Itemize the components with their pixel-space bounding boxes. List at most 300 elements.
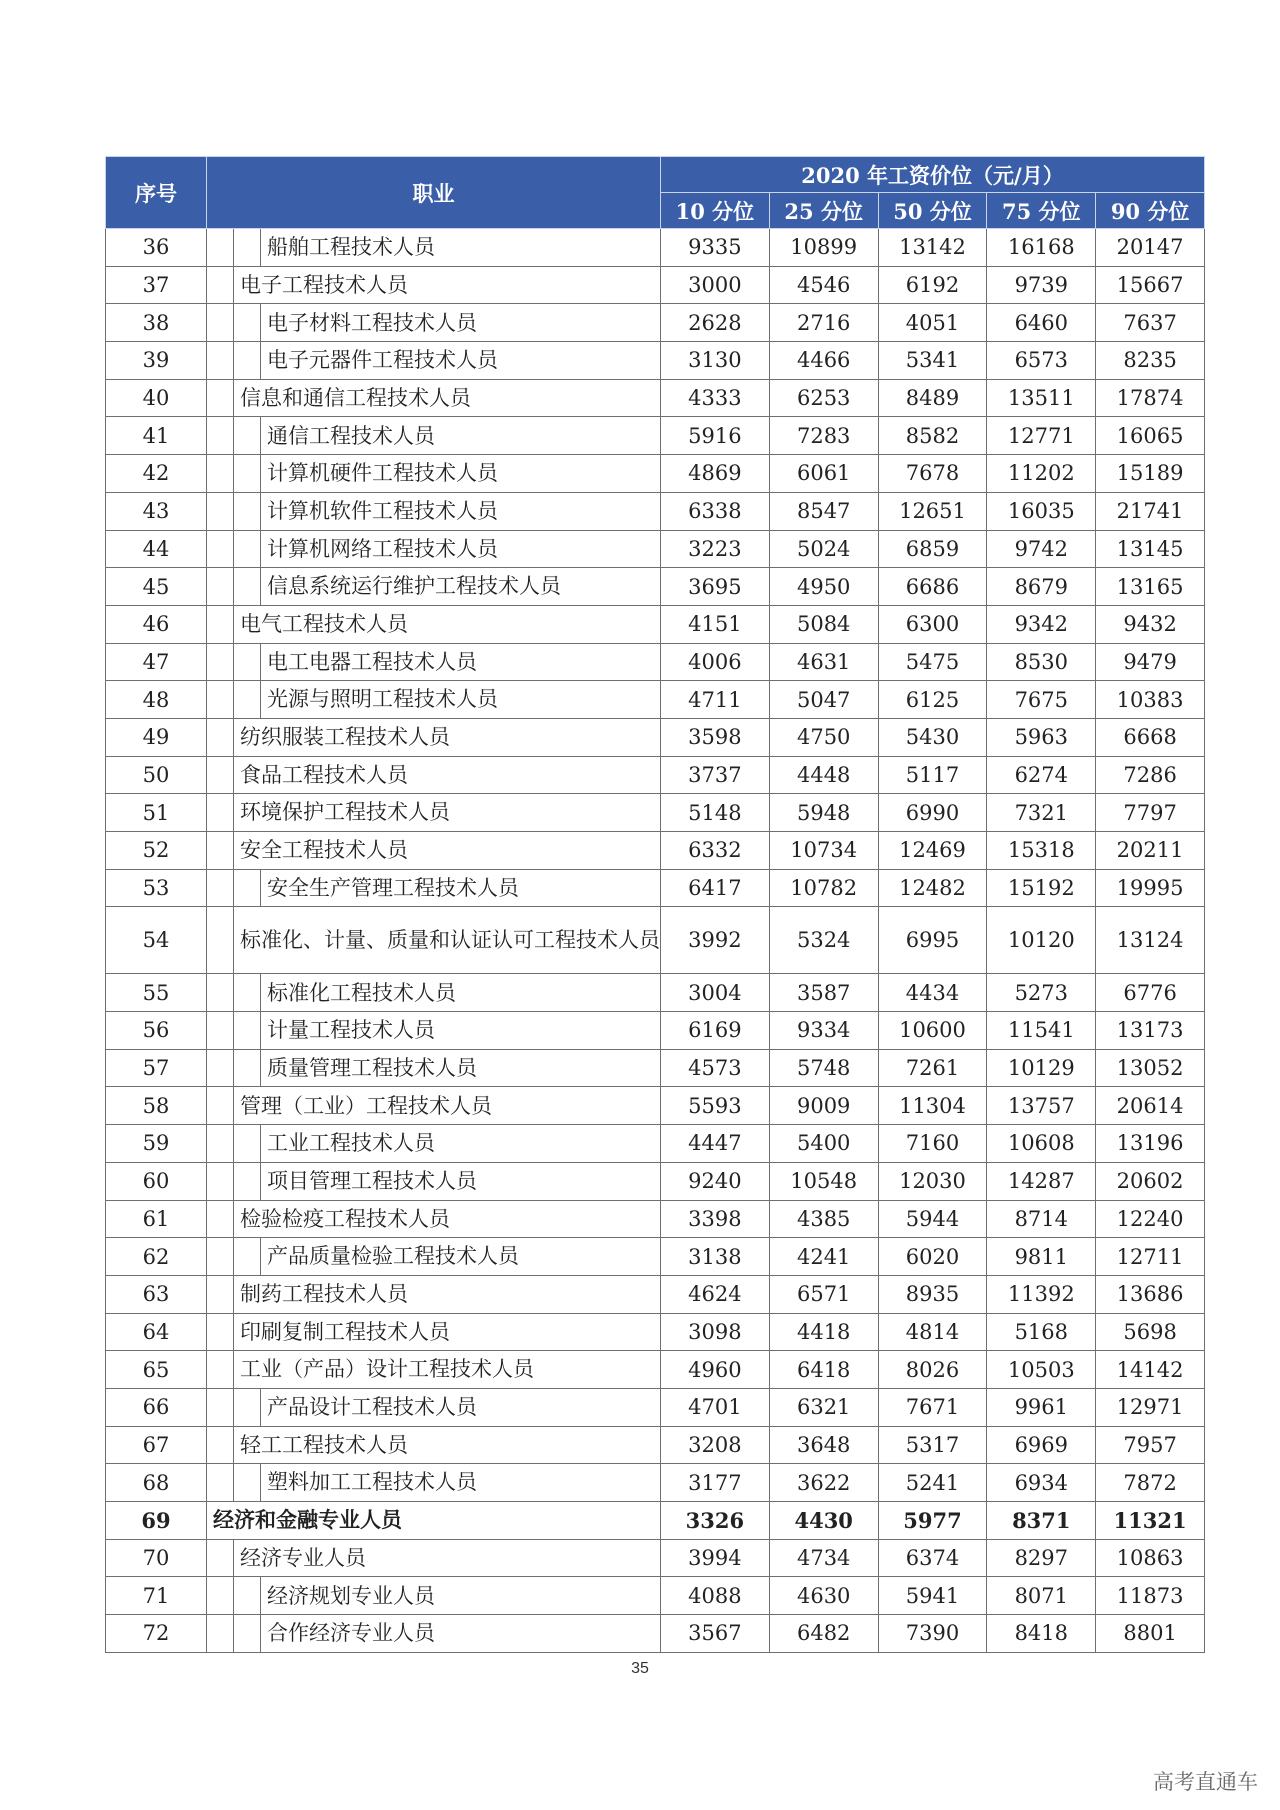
row-occupation: 纺织服装工程技术人员 xyxy=(234,718,661,756)
table-row xyxy=(106,342,1205,380)
row-occupation: 检验检疫工程技术人员 xyxy=(234,1200,661,1238)
row-value-p75: 10120 xyxy=(987,907,1096,974)
row-value-p90: 7797 xyxy=(1096,794,1205,832)
indent-cell xyxy=(207,756,234,794)
row-value-p10: 6417 xyxy=(661,869,770,907)
row-value-p25: 10734 xyxy=(769,832,878,870)
table-row xyxy=(106,1388,1205,1426)
row-value-p75: 8530 xyxy=(987,643,1096,681)
row-occupation: 合作经济专业人员 xyxy=(261,1615,661,1653)
row-value-p90: 13196 xyxy=(1096,1125,1205,1163)
row-occupation: 计算机软件工程技术人员 xyxy=(261,492,661,530)
table-row xyxy=(106,1087,1205,1125)
indent-cell xyxy=(234,229,261,267)
row-value-p50: 4434 xyxy=(878,974,987,1012)
table-row xyxy=(106,1464,1205,1502)
row-value-p90: 7637 xyxy=(1096,304,1205,342)
row-occupation: 通信工程技术人员 xyxy=(261,417,661,455)
row-value-p75: 15318 xyxy=(987,832,1096,870)
indent-cell xyxy=(234,974,261,1012)
table-row xyxy=(106,1351,1205,1389)
table-row xyxy=(106,530,1205,568)
row-value-p10: 3130 xyxy=(661,342,770,380)
row-value-p90: 6668 xyxy=(1096,718,1205,756)
indent-cell xyxy=(234,1012,261,1050)
row-value-p25: 8547 xyxy=(769,492,878,530)
table-row xyxy=(106,1502,1205,1540)
row-value-p50: 4051 xyxy=(878,304,987,342)
row-value-p75: 6274 xyxy=(987,756,1096,794)
table-row xyxy=(106,907,1205,974)
row-seq: 63 xyxy=(106,1275,207,1313)
row-value-p50: 10600 xyxy=(878,1012,987,1050)
table-row xyxy=(106,756,1205,794)
row-value-p25: 3622 xyxy=(769,1464,878,1502)
indent-cell xyxy=(234,1615,261,1653)
row-seq: 53 xyxy=(106,869,207,907)
row-value-p90: 14142 xyxy=(1096,1351,1205,1389)
table-row xyxy=(106,1275,1205,1313)
table-row xyxy=(106,1012,1205,1050)
row-value-p75: 9961 xyxy=(987,1388,1096,1426)
indent-cell xyxy=(234,1388,261,1426)
row-value-p90: 15667 xyxy=(1096,266,1205,304)
row-value-p10: 5593 xyxy=(661,1087,770,1125)
row-value-p75: 11202 xyxy=(987,455,1096,493)
row-occupation: 安全工程技术人员 xyxy=(234,832,661,870)
indent-cell xyxy=(234,304,261,342)
row-seq: 46 xyxy=(106,605,207,643)
row-value-p10: 3567 xyxy=(661,1615,770,1653)
indent-cell xyxy=(207,681,234,719)
page-number: 35 xyxy=(631,1660,649,1677)
row-value-p25: 4466 xyxy=(769,342,878,380)
indent-cell xyxy=(207,1615,234,1653)
row-value-p50: 11304 xyxy=(878,1087,987,1125)
row-occupation: 工业（产品）设计工程技术人员 xyxy=(234,1351,661,1389)
row-value-p75: 9342 xyxy=(987,605,1096,643)
row-occupation: 计算机硬件工程技术人员 xyxy=(261,455,661,493)
row-seq: 57 xyxy=(106,1049,207,1087)
row-value-p25: 10782 xyxy=(769,869,878,907)
row-value-p50: 5317 xyxy=(878,1426,987,1464)
header-p10: 10 分位 xyxy=(661,193,770,229)
indent-cell xyxy=(207,605,234,643)
row-value-p50: 7261 xyxy=(878,1049,987,1087)
row-value-p10: 3098 xyxy=(661,1313,770,1351)
row-value-p75: 5273 xyxy=(987,974,1096,1012)
indent-cell xyxy=(207,229,234,267)
row-value-p50: 8489 xyxy=(878,379,987,417)
table-row xyxy=(106,379,1205,417)
row-seq: 50 xyxy=(106,756,207,794)
row-occupation: 信息和通信工程技术人员 xyxy=(234,379,661,417)
table-row xyxy=(106,304,1205,342)
row-value-p10: 4573 xyxy=(661,1049,770,1087)
row-occupation: 工业工程技术人员 xyxy=(261,1125,661,1163)
indent-cell xyxy=(207,379,234,417)
row-occupation: 印刷复制工程技术人员 xyxy=(234,1313,661,1351)
indent-cell xyxy=(207,1275,234,1313)
row-occupation: 信息系统运行维护工程技术人员 xyxy=(261,568,661,606)
row-seq: 60 xyxy=(106,1162,207,1200)
row-value-p90: 12240 xyxy=(1096,1200,1205,1238)
indent-cell xyxy=(234,417,261,455)
row-value-p50: 12651 xyxy=(878,492,987,530)
row-occupation: 电子材料工程技术人员 xyxy=(261,304,661,342)
wage-table xyxy=(105,156,1205,1653)
row-seq: 68 xyxy=(106,1464,207,1502)
row-seq: 54 xyxy=(106,907,207,974)
row-value-p90: 13165 xyxy=(1096,568,1205,606)
indent-cell xyxy=(207,869,234,907)
table-row xyxy=(106,1313,1205,1351)
row-value-p75: 7675 xyxy=(987,681,1096,719)
row-value-p75: 8714 xyxy=(987,1200,1096,1238)
row-occupation: 轻工工程技术人员 xyxy=(234,1426,661,1464)
row-value-p10: 3004 xyxy=(661,974,770,1012)
row-value-p10: 5148 xyxy=(661,794,770,832)
table-row xyxy=(106,492,1205,530)
row-value-p10: 9335 xyxy=(661,229,770,267)
table-row xyxy=(106,1200,1205,1238)
row-occupation: 计量工程技术人员 xyxy=(261,1012,661,1050)
table-row xyxy=(106,1539,1205,1577)
row-value-p75: 12771 xyxy=(987,417,1096,455)
row-value-p10: 4624 xyxy=(661,1275,770,1313)
row-value-p25: 4750 xyxy=(769,718,878,756)
table-row xyxy=(106,681,1205,719)
row-value-p25: 5324 xyxy=(769,907,878,974)
row-value-p90: 12711 xyxy=(1096,1238,1205,1276)
row-value-p75: 6934 xyxy=(987,1464,1096,1502)
row-value-p10: 6169 xyxy=(661,1012,770,1050)
indent-cell xyxy=(207,266,234,304)
row-occupation: 计算机网络工程技术人员 xyxy=(261,530,661,568)
row-value-p90: 13052 xyxy=(1096,1049,1205,1087)
row-occupation: 塑料加工工程技术人员 xyxy=(261,1464,661,1502)
row-value-p90: 13145 xyxy=(1096,530,1205,568)
table-row xyxy=(106,605,1205,643)
row-value-p90: 7286 xyxy=(1096,756,1205,794)
row-value-p25: 9334 xyxy=(769,1012,878,1050)
row-value-p75: 9742 xyxy=(987,530,1096,568)
indent-cell xyxy=(207,417,234,455)
row-seq: 69 xyxy=(106,1502,207,1540)
row-value-p10: 3177 xyxy=(661,1464,770,1502)
row-value-p50: 6300 xyxy=(878,605,987,643)
row-seq: 61 xyxy=(106,1200,207,1238)
row-value-p75: 13511 xyxy=(987,379,1096,417)
row-seq: 71 xyxy=(106,1577,207,1615)
row-value-p10: 2628 xyxy=(661,304,770,342)
row-occupation: 制药工程技术人员 xyxy=(234,1275,661,1313)
indent-cell xyxy=(234,455,261,493)
table-row xyxy=(106,1049,1205,1087)
indent-cell xyxy=(207,342,234,380)
row-value-p75: 11392 xyxy=(987,1275,1096,1313)
row-value-p75: 10503 xyxy=(987,1351,1096,1389)
row-value-p50: 7678 xyxy=(878,455,987,493)
indent-cell xyxy=(234,869,261,907)
row-value-p90: 9479 xyxy=(1096,643,1205,681)
row-value-p75: 10129 xyxy=(987,1049,1096,1087)
table-row xyxy=(106,974,1205,1012)
row-seq: 41 xyxy=(106,417,207,455)
row-value-p50: 6859 xyxy=(878,530,987,568)
row-value-p90: 13173 xyxy=(1096,1012,1205,1050)
row-value-p75: 8071 xyxy=(987,1577,1096,1615)
row-seq: 51 xyxy=(106,794,207,832)
indent-cell xyxy=(207,455,234,493)
header-wage-group: 2020 年工资价位（元/月） xyxy=(661,157,1205,193)
row-seq: 72 xyxy=(106,1615,207,1653)
table-body xyxy=(106,229,1205,1653)
row-seq: 47 xyxy=(106,643,207,681)
row-value-p25: 3587 xyxy=(769,974,878,1012)
table-row xyxy=(106,417,1205,455)
row-seq: 43 xyxy=(106,492,207,530)
row-value-p10: 3208 xyxy=(661,1426,770,1464)
row-value-p10: 3994 xyxy=(661,1539,770,1577)
row-seq: 45 xyxy=(106,568,207,606)
indent-cell xyxy=(234,1049,261,1087)
row-occupation: 经济规划专业人员 xyxy=(261,1577,661,1615)
indent-cell xyxy=(207,974,234,1012)
row-value-p10: 4088 xyxy=(661,1577,770,1615)
indent-cell xyxy=(234,342,261,380)
row-value-p10: 3598 xyxy=(661,718,770,756)
indent-cell xyxy=(234,1464,261,1502)
row-value-p10: 4151 xyxy=(661,605,770,643)
row-value-p75: 5963 xyxy=(987,718,1096,756)
indent-cell xyxy=(234,1577,261,1615)
row-value-p50: 7671 xyxy=(878,1388,987,1426)
row-seq: 36 xyxy=(106,229,207,267)
row-value-p75: 7321 xyxy=(987,794,1096,832)
row-value-p90: 5698 xyxy=(1096,1313,1205,1351)
indent-cell xyxy=(234,643,261,681)
row-value-p50: 12482 xyxy=(878,869,987,907)
row-seq: 65 xyxy=(106,1351,207,1389)
indent-cell xyxy=(207,492,234,530)
indent-cell xyxy=(207,1125,234,1163)
row-value-p90: 6776 xyxy=(1096,974,1205,1012)
row-value-p50: 13142 xyxy=(878,229,987,267)
row-occupation: 电子元器件工程技术人员 xyxy=(261,342,661,380)
row-value-p25: 4630 xyxy=(769,1577,878,1615)
row-seq: 64 xyxy=(106,1313,207,1351)
row-value-p25: 4631 xyxy=(769,643,878,681)
row-seq: 66 xyxy=(106,1388,207,1426)
table-row xyxy=(106,1162,1205,1200)
row-value-p25: 4546 xyxy=(769,266,878,304)
row-seq: 39 xyxy=(106,342,207,380)
indent-cell xyxy=(207,1577,234,1615)
header-p75: 75 分位 xyxy=(987,193,1096,229)
row-seq: 37 xyxy=(106,266,207,304)
row-value-p75: 13757 xyxy=(987,1087,1096,1125)
row-value-p50: 12030 xyxy=(878,1162,987,1200)
row-seq: 42 xyxy=(106,455,207,493)
indent-cell xyxy=(207,304,234,342)
row-occupation: 电气工程技术人员 xyxy=(234,605,661,643)
row-value-p90: 7872 xyxy=(1096,1464,1205,1502)
row-value-p50: 6374 xyxy=(878,1539,987,1577)
row-occupation: 质量管理工程技术人员 xyxy=(261,1049,661,1087)
row-value-p90: 12971 xyxy=(1096,1388,1205,1426)
row-value-p25: 6482 xyxy=(769,1615,878,1653)
row-value-p50: 6125 xyxy=(878,681,987,719)
row-value-p90: 11321 xyxy=(1096,1502,1205,1540)
row-value-p50: 5430 xyxy=(878,718,987,756)
row-value-p50: 8582 xyxy=(878,417,987,455)
row-occupation: 船舶工程技术人员 xyxy=(261,229,661,267)
indent-cell xyxy=(234,1162,261,1200)
row-value-p10: 3695 xyxy=(661,568,770,606)
row-value-p75: 14287 xyxy=(987,1162,1096,1200)
row-seq: 58 xyxy=(106,1087,207,1125)
row-value-p50: 6192 xyxy=(878,266,987,304)
row-value-p50: 4814 xyxy=(878,1313,987,1351)
row-value-p75: 15192 xyxy=(987,869,1096,907)
row-value-p50: 5117 xyxy=(878,756,987,794)
row-value-p75: 6460 xyxy=(987,304,1096,342)
indent-cell xyxy=(207,1012,234,1050)
header-p25: 25 分位 xyxy=(769,193,878,229)
row-value-p75: 11541 xyxy=(987,1012,1096,1050)
indent-cell xyxy=(234,1238,261,1276)
row-seq: 48 xyxy=(106,681,207,719)
indent-cell xyxy=(207,1539,234,1577)
row-value-p50: 7160 xyxy=(878,1125,987,1163)
row-value-p90: 11873 xyxy=(1096,1577,1205,1615)
row-value-p75: 10608 xyxy=(987,1125,1096,1163)
row-value-p25: 5748 xyxy=(769,1049,878,1087)
row-value-p90: 15189 xyxy=(1096,455,1205,493)
row-occupation: 食品工程技术人员 xyxy=(234,756,661,794)
row-seq: 59 xyxy=(106,1125,207,1163)
row-value-p25: 4734 xyxy=(769,1539,878,1577)
row-value-p90: 10383 xyxy=(1096,681,1205,719)
row-value-p50: 8026 xyxy=(878,1351,987,1389)
table-row xyxy=(106,455,1205,493)
row-occupation: 产品设计工程技术人员 xyxy=(261,1388,661,1426)
indent-cell xyxy=(207,643,234,681)
table-header xyxy=(106,157,1205,229)
row-value-p25: 5400 xyxy=(769,1125,878,1163)
indent-cell xyxy=(207,1200,234,1238)
row-value-p25: 6253 xyxy=(769,379,878,417)
row-value-p75: 9811 xyxy=(987,1238,1096,1276)
row-value-p10: 4711 xyxy=(661,681,770,719)
row-value-p10: 5916 xyxy=(661,417,770,455)
table-row xyxy=(106,1615,1205,1653)
row-value-p50: 6020 xyxy=(878,1238,987,1276)
table-row xyxy=(106,832,1205,870)
row-value-p25: 9009 xyxy=(769,1087,878,1125)
indent-cell xyxy=(234,530,261,568)
table-row xyxy=(106,643,1205,681)
table-row xyxy=(106,1125,1205,1163)
row-value-p25: 4241 xyxy=(769,1238,878,1276)
row-value-p75: 5168 xyxy=(987,1313,1096,1351)
row-value-p10: 4447 xyxy=(661,1125,770,1163)
table-row xyxy=(106,869,1205,907)
row-value-p10: 4701 xyxy=(661,1388,770,1426)
row-value-p25: 5948 xyxy=(769,794,878,832)
row-value-p90: 20602 xyxy=(1096,1162,1205,1200)
row-value-p50: 6686 xyxy=(878,568,987,606)
row-seq: 56 xyxy=(106,1012,207,1050)
row-occupation: 经济专业人员 xyxy=(234,1539,661,1577)
row-value-p10: 3223 xyxy=(661,530,770,568)
row-value-p10: 3737 xyxy=(661,756,770,794)
row-value-p25: 4385 xyxy=(769,1200,878,1238)
header-p50: 50 分位 xyxy=(878,193,987,229)
row-value-p25: 4418 xyxy=(769,1313,878,1351)
row-value-p25: 10899 xyxy=(769,229,878,267)
row-value-p10: 6338 xyxy=(661,492,770,530)
row-value-p25: 10548 xyxy=(769,1162,878,1200)
row-value-p10: 3398 xyxy=(661,1200,770,1238)
row-occupation: 安全生产管理工程技术人员 xyxy=(261,869,661,907)
indent-cell xyxy=(207,1049,234,1087)
row-value-p90: 10863 xyxy=(1096,1539,1205,1577)
row-occupation: 标准化、计量、质量和认证认可工程技术人员 xyxy=(234,907,661,974)
indent-cell xyxy=(207,568,234,606)
row-value-p10: 4869 xyxy=(661,455,770,493)
row-value-p90: 9432 xyxy=(1096,605,1205,643)
row-value-p50: 6990 xyxy=(878,794,987,832)
row-value-p25: 5024 xyxy=(769,530,878,568)
row-value-p25: 5084 xyxy=(769,605,878,643)
row-value-p75: 6969 xyxy=(987,1426,1096,1464)
row-value-p90: 7957 xyxy=(1096,1426,1205,1464)
indent-cell xyxy=(207,718,234,756)
table-row xyxy=(106,718,1205,756)
indent-cell xyxy=(207,794,234,832)
row-value-p25: 4430 xyxy=(769,1502,878,1540)
row-value-p50: 6995 xyxy=(878,907,987,974)
row-occupation: 电子工程技术人员 xyxy=(234,266,661,304)
row-value-p75: 16168 xyxy=(987,229,1096,267)
row-value-p90: 8235 xyxy=(1096,342,1205,380)
indent-cell xyxy=(207,1464,234,1502)
indent-cell xyxy=(207,530,234,568)
row-value-p10: 3326 xyxy=(661,1502,770,1540)
row-value-p25: 7283 xyxy=(769,417,878,455)
row-seq: 55 xyxy=(106,974,207,1012)
row-value-p25: 5047 xyxy=(769,681,878,719)
row-value-p50: 5475 xyxy=(878,643,987,681)
indent-cell xyxy=(207,1087,234,1125)
table-row xyxy=(106,229,1205,267)
row-value-p50: 5241 xyxy=(878,1464,987,1502)
row-value-p75: 8371 xyxy=(987,1502,1096,1540)
indent-cell xyxy=(207,1388,234,1426)
indent-cell xyxy=(207,1238,234,1276)
row-value-p10: 4960 xyxy=(661,1351,770,1389)
row-value-p10: 6332 xyxy=(661,832,770,870)
row-value-p75: 8297 xyxy=(987,1539,1096,1577)
indent-cell xyxy=(234,1125,261,1163)
row-seq: 40 xyxy=(106,379,207,417)
indent-cell xyxy=(207,832,234,870)
row-value-p90: 17874 xyxy=(1096,379,1205,417)
row-value-p75: 9739 xyxy=(987,266,1096,304)
row-value-p50: 12469 xyxy=(878,832,987,870)
